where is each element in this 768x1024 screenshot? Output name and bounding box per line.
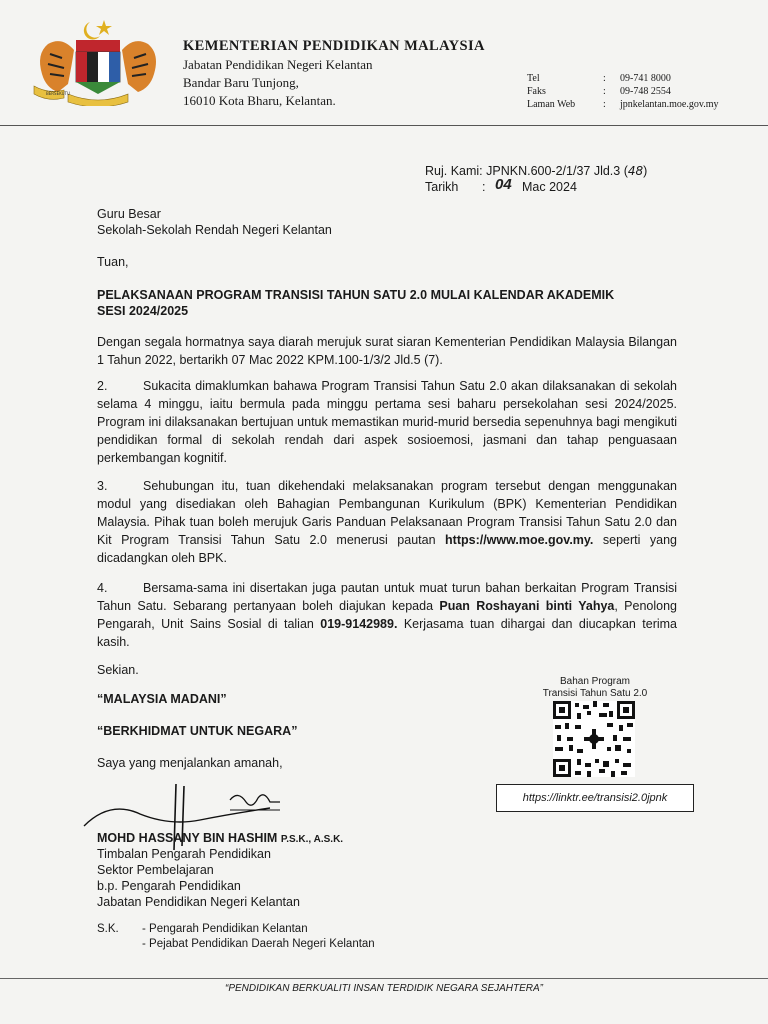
recipient-title: Guru Besar	[97, 207, 161, 221]
contact-fax-sep: :	[603, 86, 606, 97]
signatory-sector: Sektor Pembelajaran	[97, 863, 214, 877]
contact-tel-label: Tel	[527, 73, 540, 84]
qr-link-box[interactable]	[496, 784, 694, 812]
slogan-malaysia-madani: “MALAYSIA MADANI”	[97, 692, 227, 706]
contact-fax-value: 09-748 2554	[620, 86, 671, 97]
date-label: Tarikh	[425, 180, 459, 194]
contact-person-name: Puan Roshayani binti Yahya	[439, 599, 615, 613]
subject-line-1: PELAKSANAAN PROGRAM TRANSISI TAHUN SATU 2.0 MULAI KALENDAR AKADEMIK	[97, 288, 615, 302]
qr-caption-1: Bahan Program	[559, 676, 631, 687]
contact-web-label: Laman Web	[527, 99, 576, 110]
moe-website-link: https://www.moe.gov.my.	[445, 533, 594, 547]
handwritten-ref-number: 48	[627, 164, 644, 178]
header-divider	[0, 125, 768, 126]
svg-text:BERSEKUTU: BERSEKUTU	[46, 91, 70, 96]
sk-item-2: - Pejabat Pendidikan Daerah Negeri Kelantan	[142, 938, 375, 950]
contact-web-sep: :	[603, 99, 606, 110]
contact-web-value: jpnkelantan.moe.gov.my	[620, 99, 719, 110]
signatory-honors: P.S.K., A.S.K.	[280, 834, 344, 845]
signatory-department: Jabatan Pendidikan Negeri Kelantan	[97, 895, 300, 909]
date-separator: :	[482, 180, 486, 194]
address-line-2: Bandar Baru Tunjong,	[183, 75, 299, 90]
paragraph-3: 3. Sehubungan itu, tuan dikehendaki melaksanakan program tersebut dengan menggunakan modul yang disediakan oleh Bahagian Pembangunan Kurikulum (BPK) Kementerian Pendidikan Malaysia. Pihak tuan boleh merujuk Garis Panduan Pelaksanaan Program Transisi Tahun Satu 2.0 dan Kit Program Transisi Tahun Satu 2.0 menerusi pautan https://www.moe.gov.my. seperti yang dicadangkan oleh BPK.	[97, 479, 677, 565]
qr-code-image[interactable]	[553, 701, 635, 777]
qr-caption-2: Transisi Tahun Satu 2.0	[542, 688, 648, 699]
paragraph-3-number: 3.	[97, 479, 108, 493]
handwritten-date-day: 04	[495, 176, 512, 193]
salutation: Tuan,	[97, 255, 129, 269]
paragraph-1: Dengan segala hormatnya saya diarah merujuk surat siaran Kementerian Pendidikan Malaysia Bilangan 1 Tahun 2022, bertarikh 07 Mac 2022 KPM.100-1/3/2 Jld.5 (7).	[97, 335, 677, 367]
recipient-org: Sekolah-Sekolah Rendah Negeri Kelantan	[97, 223, 332, 237]
subject-line-2: SESI 2024/2025	[97, 304, 189, 318]
signatory-name: MOHD HASSANY BIN HASHIM P.S.K., A.S.K.	[97, 831, 344, 845]
signatory-bp: b.p. Pengarah Pendidikan	[97, 879, 241, 893]
paragraph-2-number: 2.	[97, 379, 108, 393]
contact-fax-label: Faks	[527, 86, 546, 97]
paragraph-2: 2. Sukacita dimaklumkan bahawa Program Transisi Tahun Satu 2.0 akan dilaksanakan di sekolah selama 4 minggu, iaitu bermula pada minggu pertama sesi baharu persekolahan sesi 2024/2025. Program ini dilaksanakan bertujuan untuk memastikan murid-murid bersedia sepenuhnya bagi mengikuti pendidikan formal di sekolah rendah dari aspek sosioemosi, jasmani dan tahap penguasaan perkembangan kognitif.	[97, 379, 677, 465]
trust-line: Saya yang menjalankan amanah,	[97, 756, 283, 770]
contact-tel-value: 09-741 8000	[620, 73, 671, 84]
qr-link-text[interactable]: https://linktr.ee/transisi2.0jpnk	[522, 792, 668, 804]
contact-tel-sep: :	[603, 73, 606, 84]
address-line-3: 16010 Kota Bharu, Kelantan.	[183, 93, 336, 108]
signatory-position: Timbalan Pengarah Pendidikan	[97, 847, 271, 861]
footer-divider	[0, 978, 768, 979]
date-value: Mac 2024	[522, 180, 577, 194]
contact-phone: 019-9142989.	[320, 617, 398, 631]
paragraph-4: 4. Bersama-sama ini disertakan juga pautan untuk muat turun bahan berkaitan Program Transisi Tahun Satu. Sebarang pertanyaan boleh diajukan kepada Puan Roshayani binti Yahya, Penolong Pengarah, Unit Sains Sosial di talian 019-9142989. Kerjasama tuan dihargai dan diucapkan terima kasih.	[97, 581, 677, 649]
slogan-berkhidmat: “BERKHIDMAT UNTUK NEGARA”	[97, 724, 298, 738]
sk-item-1: - Pengarah Pendidikan Kelantan	[142, 923, 308, 935]
coat-of-arms-logo	[28, 14, 168, 106]
address-line-1: Jabatan Pendidikan Negeri Kelantan	[183, 57, 373, 72]
ministry-name: KEMENTERIAN PENDIDIKAN MALAYSIA	[183, 38, 485, 54]
paragraph-4-number: 4.	[97, 581, 108, 595]
reference-number: Ruj. Kami: JPNKN.600-2/1/37 Jld.3 (48)	[425, 164, 648, 178]
sk-label: S.K.	[97, 923, 119, 935]
footer-motto: “PENDIDIKAN BERKUALITI INSAN TERDIDIK NEGARA SEJAHTERA”	[224, 983, 544, 994]
closing-sekian: Sekian.	[97, 663, 139, 677]
